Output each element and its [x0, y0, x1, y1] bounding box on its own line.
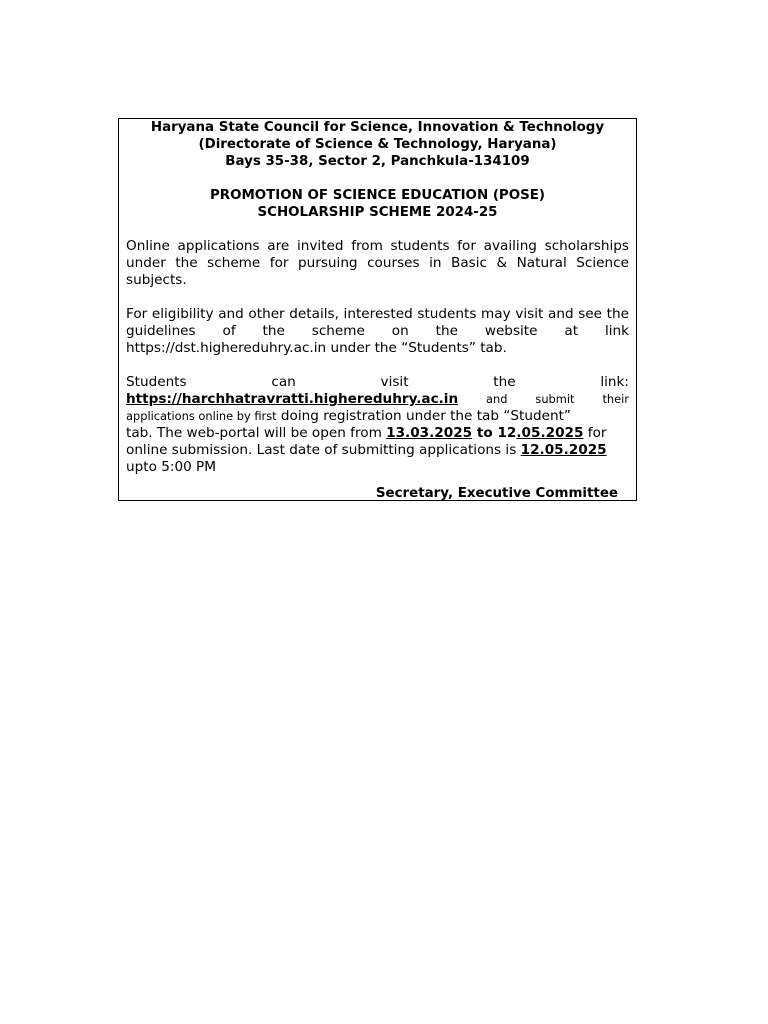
org-name: Haryana State Council for Science, Innovation & Technology	[150, 120, 605, 135]
close-date: .05.2025	[516, 425, 584, 441]
last-date: 12.05.2025	[520, 442, 607, 458]
paragraph-applications: Online applications are invited from students for availing scholarships under the scheme for pursuing courses in Basic & Natural Science subjects.	[126, 238, 629, 288]
title-line-2: SCHOLARSHIP SCHEME 2024-25	[257, 205, 498, 220]
notice-header	[126, 119, 629, 170]
directorate: (Directorate of Science & Technology, Haryana)	[198, 137, 557, 152]
signature: Secretary, Executive Committee	[375, 486, 618, 501]
notice-box	[118, 118, 637, 501]
title-line-1: PROMOTION OF SCIENCE EDUCATION (POSE)	[209, 188, 546, 203]
registration-line: applications online by first doing registration under the tab “Student”	[126, 408, 571, 424]
last-date-line: online submission. Last date of submitting applications is 12.05.2025	[126, 442, 607, 458]
scholarship-portal-link[interactable]: https://harchhatravratti.highereduhry.ac.in	[126, 391, 459, 407]
address: Bays 35-38, Sector 2, Panchkula-134109	[225, 154, 530, 169]
portal-dates-line: tab. The web-portal will be open from 13.03.2025 to 12.05.2025 for	[126, 425, 607, 441]
deadline-time: upto 5:00 PM	[126, 459, 216, 475]
link-line: https://harchhatravratti.highereduhry.ac.in and submit their	[126, 391, 629, 407]
paragraph-eligibility: For eligibility and other details, interested students may visit and see the guidelines of the scheme on the website at link https://dst.highereduhry.ac.in under the “Students” tab.	[126, 306, 629, 356]
link-intro-line: Students can visit the link:	[126, 374, 629, 390]
paragraph-apply-link	[126, 374, 629, 476]
notice-title	[126, 187, 629, 221]
open-date: 13.03.2025	[386, 425, 473, 441]
